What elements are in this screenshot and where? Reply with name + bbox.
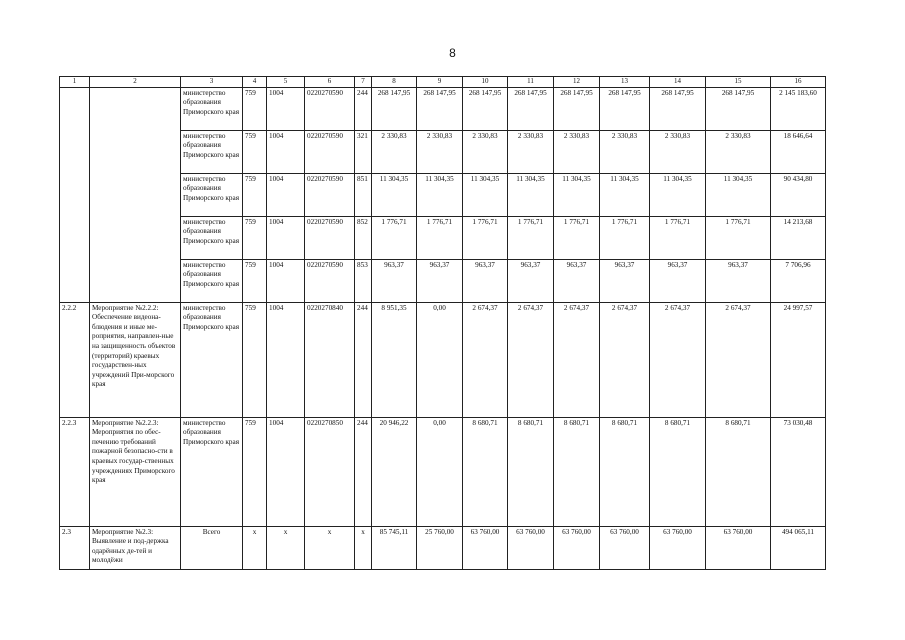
value-cell: 2 674,37 bbox=[463, 302, 508, 417]
value-cell: 1 776,71 bbox=[372, 216, 417, 259]
value-cell: 11 304,35 bbox=[600, 173, 650, 216]
executor-cell: министерство образования Приморского края bbox=[181, 216, 243, 259]
header-cell: 13 bbox=[600, 77, 650, 88]
header-cell: 3 bbox=[181, 77, 243, 88]
value-cell: 1 776,71 bbox=[508, 216, 554, 259]
value-cell: 1 776,71 bbox=[706, 216, 771, 259]
value-cell: 63 760,00 bbox=[706, 526, 771, 569]
header-cell: 5 bbox=[267, 77, 305, 88]
grbs-cell: 759 bbox=[243, 302, 267, 417]
value-cell: 2 330,83 bbox=[706, 130, 771, 173]
vr-cell: x bbox=[355, 526, 372, 569]
event-name-cell: Мероприятие №2.2.2: Обеспечение видеона-блюдения и иные ме-роприятия, направлен-ные на защищенность объектов (территорий) краевых государствен-ных учреждений При-морского края bbox=[90, 302, 181, 417]
rzpr-cell: 1004 bbox=[267, 87, 305, 130]
csr-cell: 0220270590 bbox=[305, 173, 355, 216]
table-row bbox=[60, 526, 826, 569]
value-cell: 268 147,95 bbox=[463, 87, 508, 130]
executor-cell: министерство образования Приморского края bbox=[181, 302, 243, 417]
csr-cell: 0220270590 bbox=[305, 87, 355, 130]
table-row bbox=[60, 87, 826, 130]
value-cell: 1 776,71 bbox=[600, 216, 650, 259]
total-cell: 2 145 183,60 bbox=[771, 87, 826, 130]
vr-cell: 851 bbox=[355, 173, 372, 216]
grbs-cell: 759 bbox=[243, 87, 267, 130]
value-cell: 8 680,71 bbox=[508, 417, 554, 526]
value-cell: 85 745,11 bbox=[372, 526, 417, 569]
value-cell: 1 776,71 bbox=[650, 216, 706, 259]
csr-cell: 0220270850 bbox=[305, 417, 355, 526]
grbs-cell: 759 bbox=[243, 417, 267, 526]
header-cell: 14 bbox=[650, 77, 706, 88]
value-cell: 1 776,71 bbox=[463, 216, 508, 259]
grbs-cell: x bbox=[243, 526, 267, 569]
value-cell: 963,37 bbox=[508, 259, 554, 302]
value-cell: 63 760,00 bbox=[600, 526, 650, 569]
event-code-cell: 2.2.3 bbox=[60, 417, 90, 526]
value-cell: 63 760,00 bbox=[463, 526, 508, 569]
header-cell: 16 bbox=[771, 77, 826, 88]
table-row bbox=[60, 302, 826, 417]
value-cell: 268 147,95 bbox=[706, 87, 771, 130]
value-cell: 268 147,95 bbox=[554, 87, 600, 130]
value-cell: 2 330,83 bbox=[508, 130, 554, 173]
total-cell: 14 213,68 bbox=[771, 216, 826, 259]
value-cell: 1 776,71 bbox=[417, 216, 463, 259]
value-cell: 8 680,71 bbox=[650, 417, 706, 526]
header-cell: 4 bbox=[243, 77, 267, 88]
value-cell: 2 674,37 bbox=[600, 302, 650, 417]
executor-cell: министерство образования Приморского края bbox=[181, 173, 243, 216]
header-cell: 12 bbox=[554, 77, 600, 88]
header-cell: 2 bbox=[90, 77, 181, 88]
value-cell: 963,37 bbox=[706, 259, 771, 302]
value-cell: 20 946,22 bbox=[372, 417, 417, 526]
total-cell: 90 434,80 bbox=[771, 173, 826, 216]
csr-cell: 0220270590 bbox=[305, 259, 355, 302]
value-cell: 11 304,35 bbox=[650, 173, 706, 216]
rzpr-cell: 1004 bbox=[267, 130, 305, 173]
value-cell: 11 304,35 bbox=[706, 173, 771, 216]
csr-cell: 0220270590 bbox=[305, 130, 355, 173]
executor-cell: министерство образования Приморского края bbox=[181, 417, 243, 526]
value-cell: 2 674,37 bbox=[508, 302, 554, 417]
value-cell: 8 951,35 bbox=[372, 302, 417, 417]
executor-cell: министерство образования Приморского края bbox=[181, 87, 243, 130]
event-name-cell: Мероприятие №2.2.3: Мероприятия по обес-печению требований пожарной безопасно-сти в краевых государ-ственных учреждениях Приморского края bbox=[90, 417, 181, 526]
value-cell: 2 330,83 bbox=[417, 130, 463, 173]
header-cell: 1 bbox=[60, 77, 90, 88]
value-cell: 963,37 bbox=[650, 259, 706, 302]
total-cell: 494 065,11 bbox=[771, 526, 826, 569]
event-code-cell: 2.2.2 bbox=[60, 302, 90, 417]
value-cell: 2 330,83 bbox=[372, 130, 417, 173]
value-cell: 25 760,00 bbox=[417, 526, 463, 569]
header-cell: 15 bbox=[706, 77, 771, 88]
value-cell: 963,37 bbox=[417, 259, 463, 302]
value-cell: 1 776,71 bbox=[554, 216, 600, 259]
value-cell: 268 147,95 bbox=[600, 87, 650, 130]
value-cell: 8 680,71 bbox=[463, 417, 508, 526]
vr-cell: 321 bbox=[355, 130, 372, 173]
vr-cell: 853 bbox=[355, 259, 372, 302]
header-cell: 8 bbox=[372, 77, 417, 88]
header-cell: 6 bbox=[305, 77, 355, 88]
csr-cell: 0220270590 bbox=[305, 216, 355, 259]
total-cell: 18 646,64 bbox=[771, 130, 826, 173]
value-cell: 2 330,83 bbox=[463, 130, 508, 173]
value-cell: 963,37 bbox=[463, 259, 508, 302]
csr-cell: x bbox=[305, 526, 355, 569]
header-cell: 7 bbox=[355, 77, 372, 88]
rzpr-cell: 1004 bbox=[267, 173, 305, 216]
table-row bbox=[60, 417, 826, 526]
value-cell: 11 304,35 bbox=[372, 173, 417, 216]
vr-cell: 244 bbox=[355, 87, 372, 130]
executor-cell: министерство образования Приморского края bbox=[181, 130, 243, 173]
header-cell: 10 bbox=[463, 77, 508, 88]
value-cell: 63 760,00 bbox=[554, 526, 600, 569]
value-cell: 11 304,35 bbox=[417, 173, 463, 216]
value-cell: 963,37 bbox=[600, 259, 650, 302]
budget-table bbox=[59, 76, 826, 570]
value-cell: 8 680,71 bbox=[600, 417, 650, 526]
value-cell: 268 147,95 bbox=[508, 87, 554, 130]
value-cell: 63 760,00 bbox=[508, 526, 554, 569]
value-cell: 0,00 bbox=[417, 302, 463, 417]
value-cell: 268 147,95 bbox=[372, 87, 417, 130]
page-number: 8 bbox=[449, 46, 456, 60]
value-cell: 2 330,83 bbox=[650, 130, 706, 173]
value-cell: 2 674,37 bbox=[650, 302, 706, 417]
total-cell: 73 030,48 bbox=[771, 417, 826, 526]
value-cell: 963,37 bbox=[554, 259, 600, 302]
event-name-cell: Мероприятие №2.3: Выявление и под-держка одарённых де-тей и молодёжи bbox=[90, 526, 181, 569]
vr-cell: 852 bbox=[355, 216, 372, 259]
value-cell: 2 330,83 bbox=[554, 130, 600, 173]
rzpr-cell: x bbox=[267, 526, 305, 569]
event-code-cell bbox=[60, 87, 90, 302]
event-code-cell: 2.3 bbox=[60, 526, 90, 569]
executor-cell: министерство образования Приморского края bbox=[181, 259, 243, 302]
value-cell: 963,37 bbox=[372, 259, 417, 302]
value-cell: 11 304,35 bbox=[508, 173, 554, 216]
value-cell: 268 147,95 bbox=[417, 87, 463, 130]
executor-cell: Всего bbox=[181, 526, 243, 569]
event-name-cell bbox=[90, 87, 181, 302]
csr-cell: 0220270840 bbox=[305, 302, 355, 417]
vr-cell: 244 bbox=[355, 302, 372, 417]
header-row bbox=[60, 77, 826, 88]
rzpr-cell: 1004 bbox=[267, 302, 305, 417]
value-cell: 11 304,35 bbox=[554, 173, 600, 216]
value-cell: 2 674,37 bbox=[554, 302, 600, 417]
value-cell: 8 680,71 bbox=[554, 417, 600, 526]
grbs-cell: 759 bbox=[243, 216, 267, 259]
value-cell: 8 680,71 bbox=[706, 417, 771, 526]
grbs-cell: 759 bbox=[243, 173, 267, 216]
rzpr-cell: 1004 bbox=[267, 259, 305, 302]
rzpr-cell: 1004 bbox=[267, 216, 305, 259]
value-cell: 63 760,00 bbox=[650, 526, 706, 569]
value-cell: 2 330,83 bbox=[600, 130, 650, 173]
value-cell: 11 304,35 bbox=[463, 173, 508, 216]
value-cell: 0,00 bbox=[417, 417, 463, 526]
value-cell: 268 147,95 bbox=[650, 87, 706, 130]
total-cell: 24 997,57 bbox=[771, 302, 826, 417]
value-cell: 2 674,37 bbox=[706, 302, 771, 417]
vr-cell: 244 bbox=[355, 417, 372, 526]
header-cell: 9 bbox=[417, 77, 463, 88]
header-cell: 11 bbox=[508, 77, 554, 88]
grbs-cell: 759 bbox=[243, 259, 267, 302]
grbs-cell: 759 bbox=[243, 130, 267, 173]
total-cell: 7 706,96 bbox=[771, 259, 826, 302]
rzpr-cell: 1004 bbox=[267, 417, 305, 526]
